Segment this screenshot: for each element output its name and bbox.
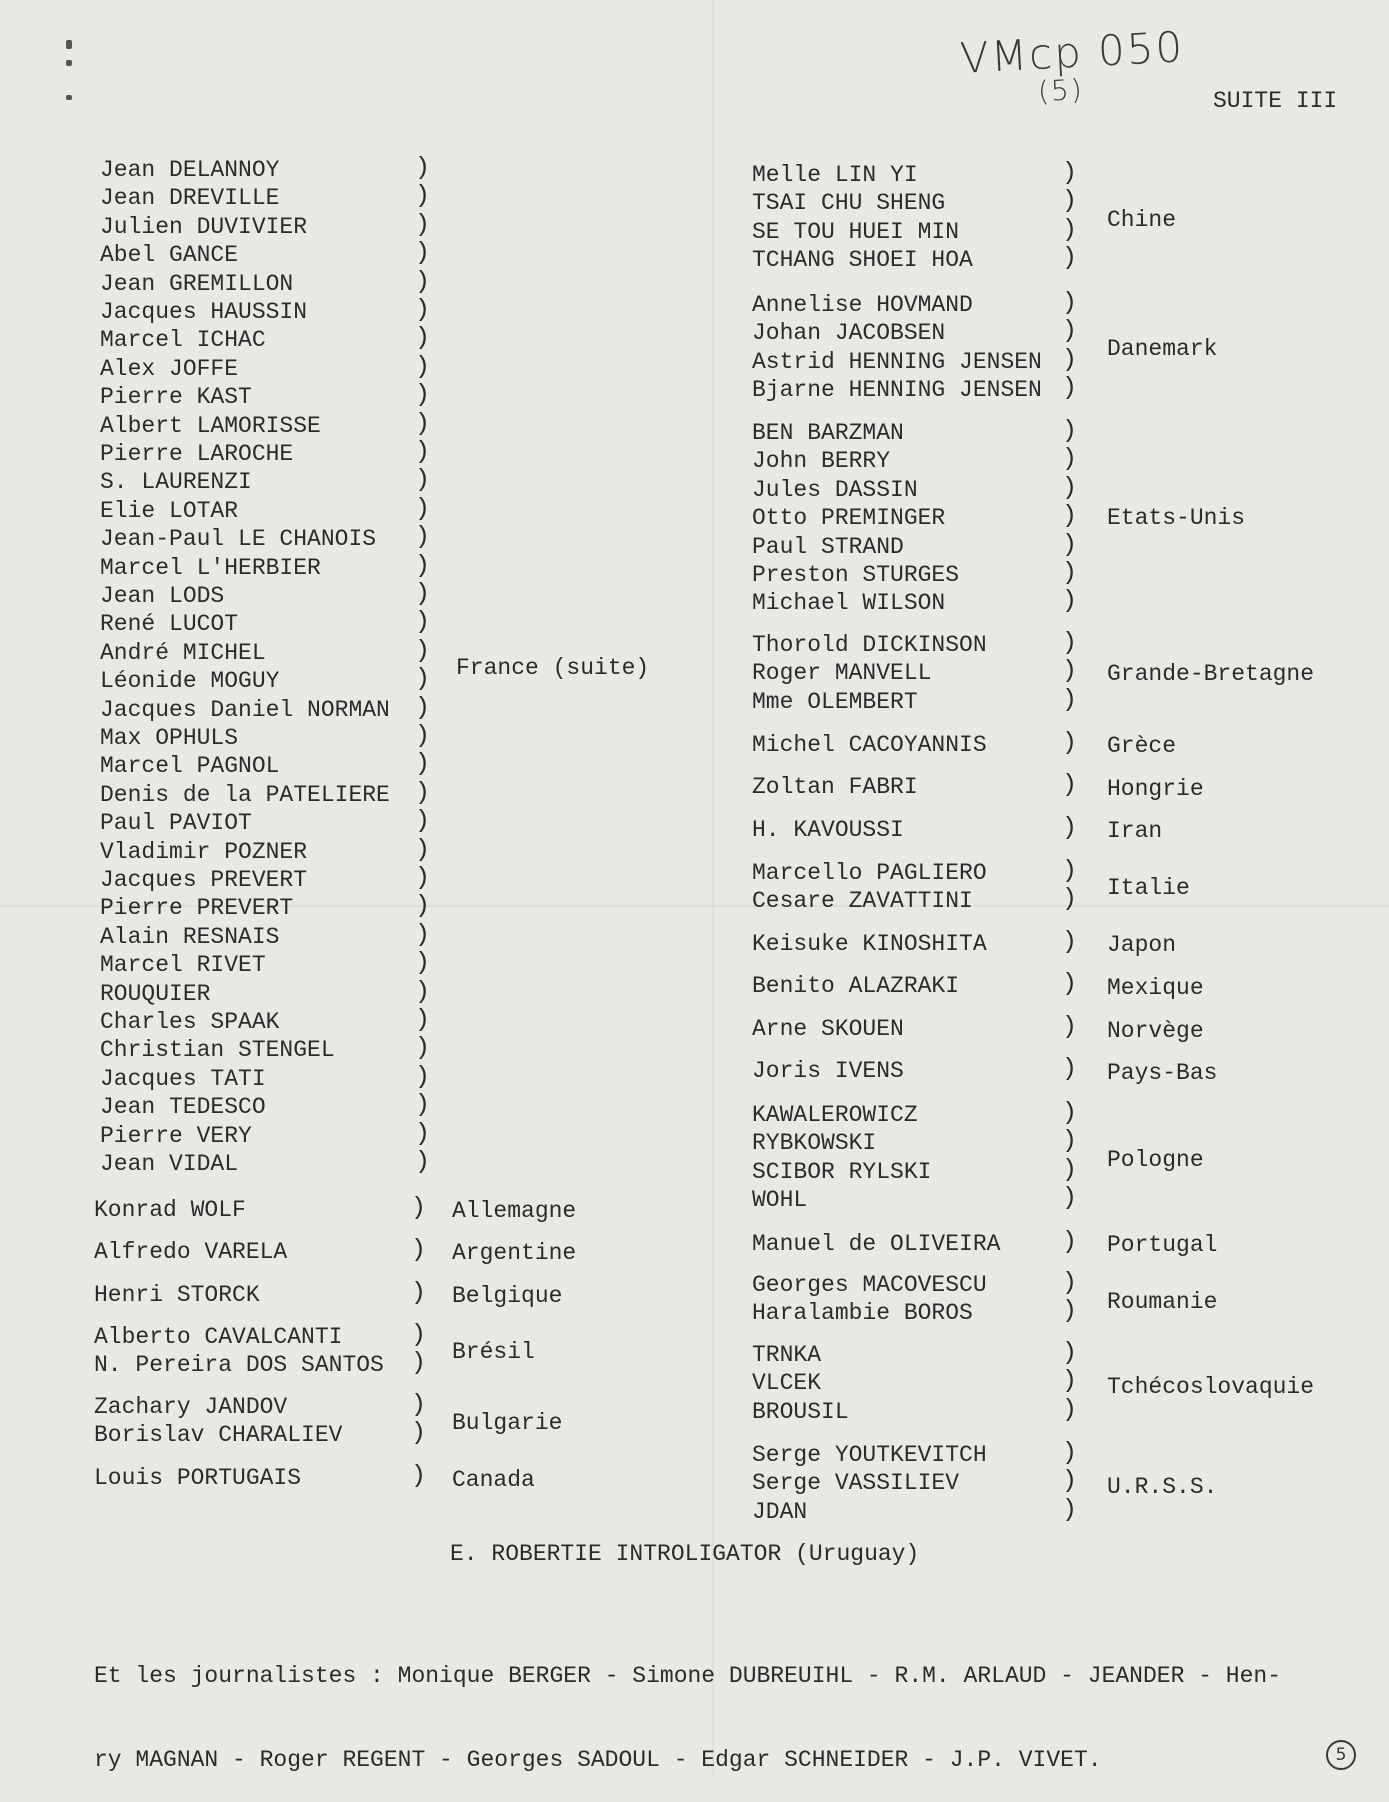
bracket-mark: )	[415, 209, 431, 239]
country-label: Hongrie	[1107, 776, 1204, 802]
country-label: Etats-Unis	[1107, 505, 1246, 531]
name-entry: TCHANG SHOEI HOA	[752, 247, 973, 274]
name-entry: Keisuke KINOSHITA	[752, 931, 987, 957]
name-entry: Marcel PAGNOL	[100, 753, 280, 780]
name-entry: Jean TEDESCO	[100, 1094, 266, 1121]
bracket-mark: )	[1062, 656, 1078, 686]
bracket-mark: )	[415, 834, 431, 864]
bracket-mark: )	[1062, 288, 1078, 317]
name-entry: Mme OLEMBERT	[752, 688, 918, 715]
bracket-mark: )	[415, 550, 431, 580]
bracket-mark: )	[1062, 214, 1078, 244]
bracket-mark: )	[1062, 969, 1078, 998]
name-entry: Marcel RIVET	[100, 952, 266, 979]
bracket-mark: )	[1062, 1098, 1078, 1127]
name-entry: Jacques HAUSSIN	[100, 299, 308, 325]
country-label: Allemagne	[452, 1198, 577, 1224]
country-label: Brésil	[452, 1339, 535, 1365]
bracket-mark: )	[1062, 927, 1078, 956]
name-entry: TRNKA	[752, 1342, 822, 1368]
name-entry: Jean-Paul LE CHANOIS	[100, 526, 377, 553]
name-entry: Michael WILSON	[752, 590, 946, 617]
bracket-mark: )	[1062, 529, 1078, 559]
bracket-mark: )	[415, 408, 431, 438]
bracket-mark: )	[415, 380, 431, 410]
name-entry: VLCEK	[752, 1370, 822, 1397]
name-entry: BEN BARZMAN	[752, 420, 904, 446]
bracket-mark: )	[411, 1461, 427, 1490]
name-entry: KAWALEROWICZ	[752, 1102, 918, 1128]
journalists-paragraph	[94, 1606, 1374, 1802]
bracket-mark: )	[1062, 1154, 1078, 1184]
punch-mark	[66, 95, 72, 100]
name-entry: Alfredo VARELA	[94, 1239, 288, 1265]
name-entry: Léonide MOGUY	[100, 668, 280, 695]
bracket-mark: )	[415, 1033, 431, 1063]
bracket-mark: )	[1062, 416, 1078, 445]
name-entry: SCIBOR RYLSKI	[752, 1158, 932, 1185]
name-entry: Serge VASSILIEV	[752, 1470, 960, 1497]
name-entry: John BERRY	[752, 448, 891, 475]
name-entry: Henri STORCK	[94, 1282, 260, 1308]
name-entry: Jacques PREVERT	[100, 867, 308, 893]
name-entry: Joris IVENS	[752, 1058, 904, 1084]
name-entry: Bjarne HENNING JENSEN	[752, 377, 1042, 404]
bracket-mark: )	[415, 863, 431, 892]
bracket-mark: )	[415, 664, 431, 694]
name-entry: Vladimir POZNER	[100, 838, 308, 865]
bracket-mark: )	[1062, 586, 1078, 616]
bracket-mark: )	[411, 1390, 427, 1419]
country-label: Mexique	[1107, 975, 1204, 1001]
name-entry: BROUSIL	[752, 1398, 849, 1425]
country-label: Grande-Bretagne	[1107, 661, 1315, 687]
name-entry: Marcello PAGLIERO	[752, 860, 987, 886]
name-entry: Roger MANVELL	[752, 660, 932, 687]
bracket-mark: )	[415, 153, 431, 182]
name-entry: Zachary JANDOV	[94, 1394, 288, 1420]
name-entry: Serge YOUTKEVITCH	[752, 1442, 987, 1468]
name-entry: Astrid HENNING JENSEN	[752, 348, 1042, 375]
name-entry: Haralambie BOROS	[752, 1300, 973, 1327]
bracket-mark: )	[411, 1235, 427, 1264]
bracket-mark: )	[1062, 1366, 1078, 1396]
bracket-mark: )	[411, 1320, 427, 1349]
bracket-mark: )	[1062, 684, 1078, 714]
bracket-mark: )	[415, 1005, 431, 1034]
bracket-mark: )	[1062, 1338, 1078, 1367]
country-label: Belgique	[452, 1283, 563, 1309]
paper-fold-vertical	[712, 0, 714, 1775]
suite-label: SUITE III	[1213, 88, 1338, 114]
name-entry: Borislav CHARALIEV	[94, 1422, 343, 1449]
bracket-mark: )	[1062, 1227, 1078, 1256]
country-label: Danemark	[1107, 336, 1218, 362]
country-label: Portugal	[1107, 1232, 1218, 1258]
bracket-mark: )	[1062, 1438, 1078, 1467]
bracket-mark: )	[1062, 728, 1078, 757]
name-entry: Jean DELANNOY	[100, 157, 280, 183]
name-entry: Jacques TATI	[100, 1065, 266, 1092]
country-label: France (suite)	[456, 655, 650, 681]
name-entry: H. KAVOUSSI	[752, 817, 904, 843]
bracket-mark: )	[415, 919, 431, 949]
name-entry: Pierre PREVERT	[100, 895, 294, 922]
name-entry: ROUQUIER	[100, 980, 211, 1007]
bracket-mark: )	[415, 465, 431, 495]
handwritten-page-note: (5)	[1037, 72, 1085, 109]
bracket-mark: )	[1062, 243, 1078, 273]
name-entry: Georges MACOVESCU	[752, 1272, 987, 1298]
country-label: Bulgarie	[452, 1410, 563, 1436]
country-label: Tchécoslovaquie	[1107, 1374, 1315, 1400]
name-entry: Albert LAMORISSE	[100, 412, 321, 439]
country-label: Chine	[1107, 207, 1177, 233]
bracket-mark: )	[411, 1348, 427, 1378]
name-entry: Louis PORTUGAIS	[94, 1465, 302, 1491]
bracket-mark: )	[1062, 856, 1078, 885]
name-entry: Christian STENGEL	[100, 1037, 335, 1064]
country-label: Iran	[1107, 818, 1163, 844]
name-entry: André MICHEL	[100, 639, 266, 666]
punch-mark	[66, 40, 72, 49]
bracket-mark: )	[1062, 770, 1078, 799]
page-number-circled: 5	[1326, 1740, 1356, 1770]
bracket-mark: )	[415, 522, 431, 552]
bracket-mark: )	[1062, 1126, 1078, 1156]
country-label: U.R.S.S.	[1107, 1474, 1218, 1500]
name-entry: Marcel L'HERBIER	[100, 554, 321, 581]
bracket-mark: )	[411, 1278, 427, 1307]
bracket-mark: )	[415, 806, 431, 836]
name-entry: Johan JACOBSEN	[752, 320, 946, 347]
name-entry: SE TOU HUEI MIN	[752, 218, 960, 245]
bracket-mark: )	[415, 976, 431, 1006]
bracket-mark: )	[411, 1193, 427, 1222]
name-entry: René LUCOT	[100, 611, 239, 638]
bracket-mark: )	[415, 749, 431, 779]
bracket-mark: )	[415, 635, 431, 665]
bracket-mark: )	[415, 721, 431, 750]
bracket-mark: )	[1062, 884, 1078, 914]
country-label: Grèce	[1107, 733, 1177, 759]
bracket-mark: )	[415, 1061, 431, 1091]
name-entry: Denis de la PATELIERE	[100, 781, 390, 808]
name-entry: N. Pereira DOS SANTOS	[94, 1352, 384, 1379]
bracket-mark: )	[1062, 628, 1078, 657]
name-entry: Zoltan FABRI	[752, 774, 918, 800]
bracket-mark: )	[1062, 1394, 1078, 1424]
name-entry: Benito ALAZRAKI	[752, 973, 960, 999]
name-entry: RYBKOWSKI	[752, 1130, 877, 1157]
name-entry: Preston STURGES	[752, 562, 960, 588]
bracket-mark: )	[1062, 444, 1078, 474]
bracket-mark: )	[1062, 472, 1078, 502]
bracket-mark: )	[1062, 373, 1078, 403]
closing-line: E. ROBERTIE INTROLIGATOR (Uruguay)	[450, 1541, 920, 1567]
name-entry: Thorold DICKINSON	[752, 632, 987, 658]
name-entry: Pierre LAROCHE	[100, 441, 294, 467]
bracket-mark: )	[1062, 344, 1078, 374]
bracket-mark: )	[415, 351, 431, 381]
name-entry: WOHL	[752, 1187, 808, 1214]
name-entry: Jean DREVILLE	[100, 185, 280, 212]
name-entry: Pierre VERY	[100, 1122, 252, 1149]
bracket-mark: )	[1062, 186, 1078, 216]
bracket-mark: )	[415, 437, 431, 466]
bracket-mark: )	[1062, 558, 1078, 587]
bracket-mark: )	[415, 948, 431, 978]
name-entry: Michel CACOYANNIS	[752, 732, 987, 758]
name-entry: JDAN	[752, 1498, 808, 1525]
bracket-mark: )	[415, 181, 431, 211]
name-entry: Max OPHULS	[100, 725, 239, 751]
punch-mark	[66, 60, 72, 66]
bracket-mark: )	[415, 1118, 431, 1148]
name-entry: Otto PREMINGER	[752, 505, 946, 532]
bracket-mark: )	[415, 1090, 431, 1120]
country-label: Argentine	[452, 1240, 577, 1266]
bracket-mark: )	[1062, 813, 1078, 842]
name-entry: Jules DASSIN	[752, 476, 918, 503]
bracket-mark: )	[415, 493, 431, 523]
name-entry: Konrad WOLF	[94, 1197, 246, 1223]
bracket-mark: )	[415, 891, 431, 921]
handwritten-archive-code: VMcp 050	[958, 22, 1186, 83]
journalists-line: ry MAGNAN - Roger REGENT - Georges SADOUL - Edgar SCHNEIDER - J.P. VIVET.	[94, 1747, 1102, 1773]
bracket-mark: )	[415, 777, 431, 807]
bracket-mark: )	[415, 579, 431, 608]
journalists-line: Et les journalistes : Monique BERGER - Simone DUBREUIHL - R.M. ARLAUD - JEANDER - Hen-	[94, 1663, 1281, 1689]
country-label: Pays-Bas	[1107, 1060, 1218, 1086]
country-label: Pologne	[1107, 1147, 1204, 1173]
name-entry: Pierre KAST	[100, 384, 252, 411]
country-label: Norvège	[1107, 1018, 1204, 1044]
name-entry: Jean GREMILLON	[100, 270, 294, 297]
country-label: Japon	[1107, 932, 1177, 958]
name-entry: Jean VIDAL	[100, 1151, 239, 1177]
name-entry: TSAI CHU SHENG	[752, 190, 946, 217]
bracket-mark: )	[1062, 1296, 1078, 1326]
name-entry: Paul STRAND	[752, 533, 904, 560]
name-entry: Arne SKOUEN	[752, 1016, 904, 1042]
bracket-mark: )	[1062, 1466, 1078, 1496]
name-entry: Jacques Daniel NORMAN	[100, 696, 390, 723]
name-entry: Melle LIN YI	[752, 162, 918, 188]
bracket-mark: )	[415, 1147, 431, 1176]
name-entry: S. LAURENZI	[100, 469, 252, 496]
bracket-mark: )	[1062, 158, 1078, 187]
name-entry: Jean LODS	[100, 583, 225, 609]
name-entry: Abel GANCE	[100, 242, 239, 269]
name-entry: Alain RESNAIS	[100, 923, 280, 950]
country-label: Roumanie	[1107, 1289, 1218, 1315]
bracket-mark: )	[415, 266, 431, 296]
name-entry: Alex JOFFE	[100, 355, 239, 382]
bracket-mark: )	[1062, 1183, 1078, 1213]
name-entry: Paul PAVIOT	[100, 810, 252, 837]
name-entry: Julien DUVIVIER	[100, 213, 308, 240]
country-label: Italie	[1107, 875, 1190, 901]
bracket-mark: )	[415, 607, 431, 637]
bracket-mark: )	[1062, 1268, 1078, 1297]
bracket-mark: )	[415, 323, 431, 353]
name-entry: Cesare ZAVATTINI	[752, 888, 973, 915]
name-entry: Manuel de OLIVEIRA	[752, 1231, 1001, 1257]
name-entry: Elie LOTAR	[100, 497, 239, 524]
bracket-mark: )	[1062, 316, 1078, 346]
bracket-mark: )	[411, 1418, 427, 1448]
bracket-mark: )	[1062, 501, 1078, 531]
name-entry: Marcel ICHAC	[100, 327, 266, 354]
bracket-mark: )	[415, 238, 431, 268]
country-label: Canada	[452, 1467, 535, 1493]
bracket-mark: )	[1062, 1054, 1078, 1083]
name-entry: Charles SPAAK	[100, 1009, 280, 1035]
name-entry: Alberto CAVALCANTI	[94, 1324, 343, 1350]
bracket-mark: )	[415, 295, 431, 324]
bracket-mark: )	[1062, 1494, 1078, 1524]
bracket-mark: )	[1062, 1012, 1078, 1041]
bracket-mark: )	[415, 692, 431, 722]
name-entry: Annelise HOVMAND	[752, 292, 973, 318]
